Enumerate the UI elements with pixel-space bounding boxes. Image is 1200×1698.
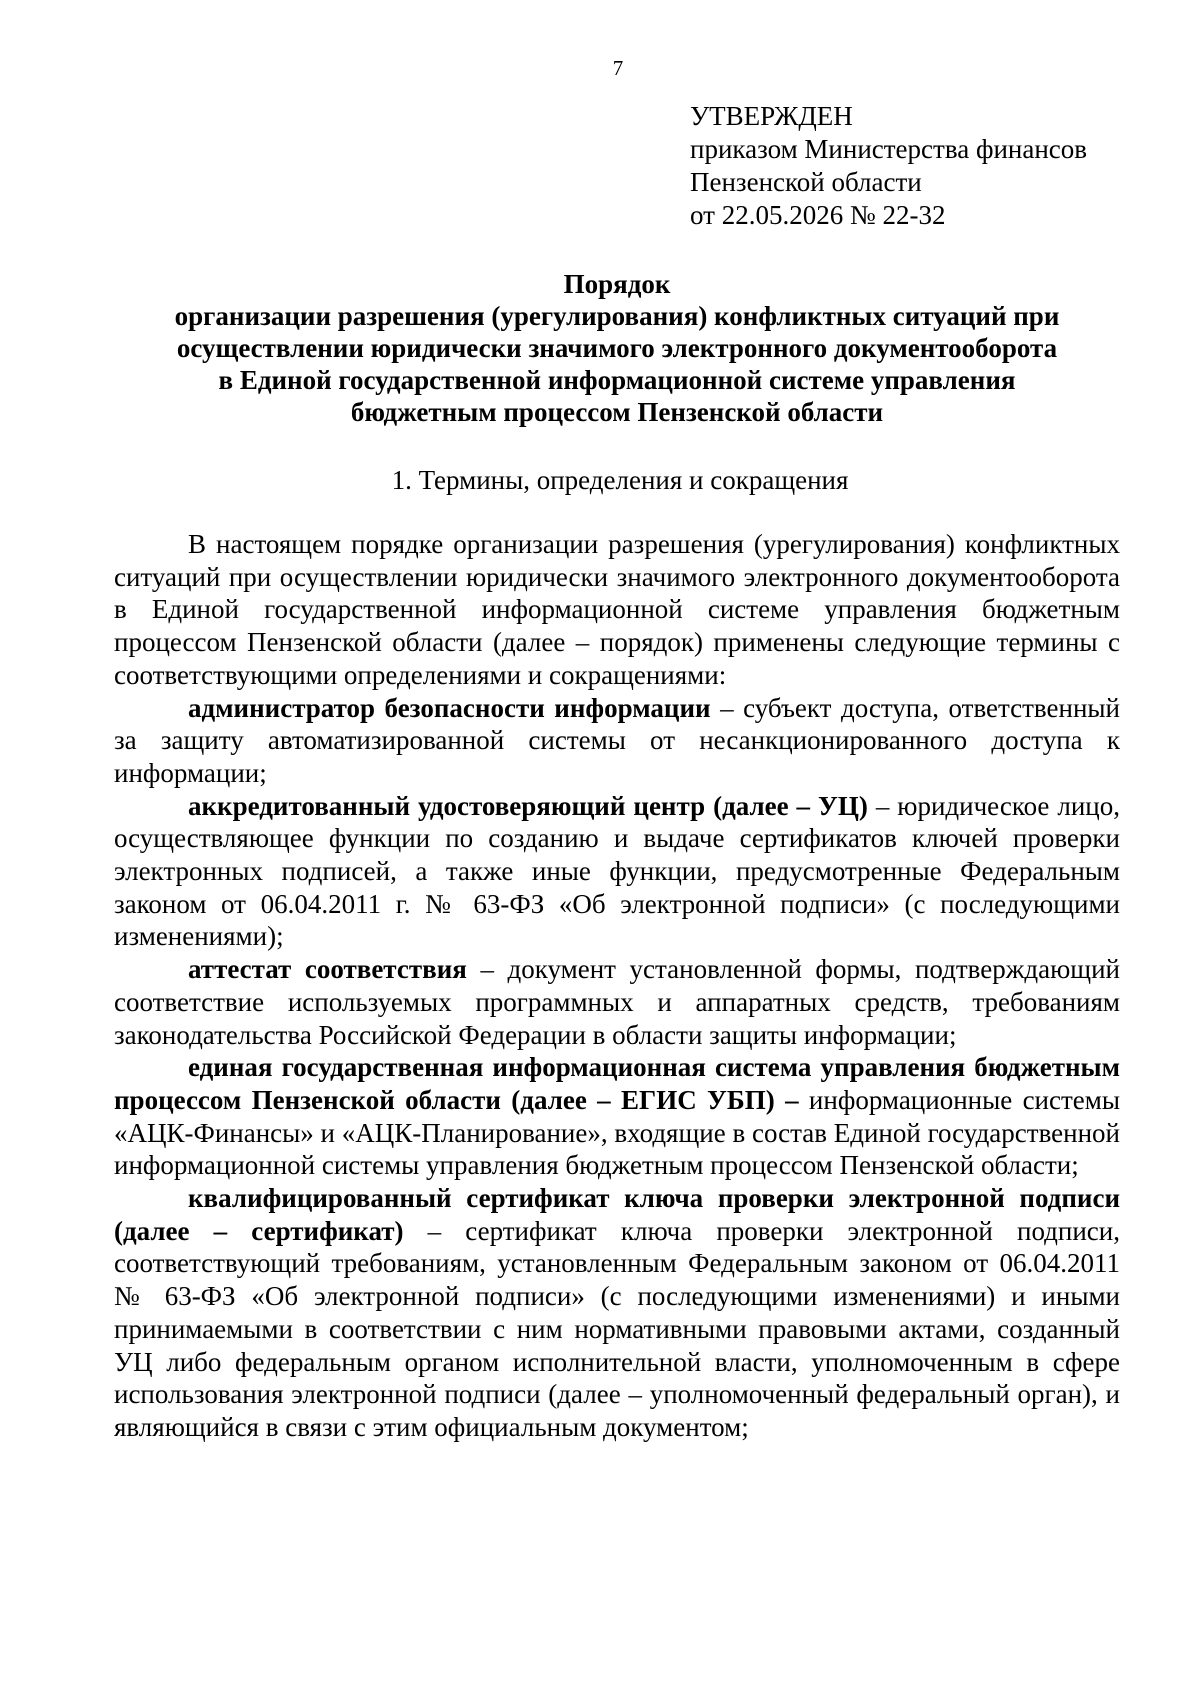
definition-term: аттестат соответствия [188, 954, 467, 985]
definition-paragraph [114, 1051, 1120, 1182]
approval-line-1: УТВЕРЖДЕН [690, 101, 853, 131]
title-line-3: осуществлении юридически значимого электронного документооборота [176, 333, 1058, 363]
section-heading: 1. Термины, определения и сокращения [391, 465, 849, 495]
approval-stamp [690, 100, 1170, 232]
title-line-2: организации разрешения (урегулирования) конфликтных ситуаций при [174, 301, 1060, 331]
title-line-5: бюджетным процессом Пензенской области [350, 397, 884, 427]
document-title [114, 268, 1120, 428]
approval-line-2: приказом Министерства финансов [690, 134, 1088, 164]
intro-paragraph: В настоящем порядке организации разрешения (урегулирования) конфликтных ситуаций при осуществлении юридически значимого электронного документооборота в Единой государственной информационной системе управления бюджетным процессом Пензенской области (далее – порядок) применены следующие термины с соответствующими определениями и сокращениями: [114, 529, 1120, 690]
definition-paragraph [114, 790, 1120, 954]
definition-paragraph [114, 1182, 1120, 1444]
title-line-1: Порядок [563, 269, 671, 299]
definition-term: единая государственная информационная система управления бюджетным процессом Пензенской области (далее – ЕГИС УБП) – [114, 1052, 1120, 1115]
approval-line-4: от 22.05.2026 № 22-32 [690, 200, 946, 230]
definition-text: – юридическое лицо, осуществляющее функции по созданию и выдаче сертификатов ключей проверки электронных подписей, а также иные функции, предусмотренные Федеральным законом от 06.04.2011 г. № 63-ФЗ «Об электронной подписи» (с последующими изменениями); [114, 790, 1120, 952]
title-line-4: в Единой государственной информационной системе управления [218, 365, 1016, 395]
definition-text: информационные системы «АЦК-Финансы» и «АЦК-Планирование», входящие в состав Единой государственной информационной системы управления бюджетным процессом Пензенской области; [114, 1084, 1121, 1181]
definition-term: квалифицированный сертификат ключа проверки электронной подписи (далее – сертификат) [114, 1183, 1120, 1246]
definition-paragraph [114, 692, 1120, 790]
definition-paragraph [114, 953, 1120, 1051]
approval-line-3: Пензенской области [690, 167, 922, 197]
definition-term: аккредитованный удостоверяющий центр (далее – УЦ) [188, 790, 868, 821]
definition-text: – субъект доступа, ответственный за защиту автоматизированной системы от несанкционированного доступа к информации; [114, 692, 1120, 788]
page-number: 7 [612, 56, 624, 80]
document-body [114, 528, 1120, 1444]
definition-term: администратор безопасности информации [188, 692, 711, 723]
definition-text: – сертификат ключа проверки электронной подписи, соответствующий требованиям, установленным Федеральным законом от 06.04.2011 № 63-ФЗ «Об электронной подписи» (с последующими изменениями) и иными принимаемыми в соответствии с ним нормативными правовыми актами, созданный УЦ либо федеральным органом исполнительной власти, уполномоченным в сфере использования электронной подписи (далее – уполномоченный федеральный орган), и являющийся в связи с этим официальным документом; [114, 1215, 1120, 1442]
definition-text: – документ установленной формы, подтверждающий соответствие используемых программных и аппаратных средств, требованиям законодательства Российской Федерации в области защиты информации; [114, 954, 1120, 1050]
